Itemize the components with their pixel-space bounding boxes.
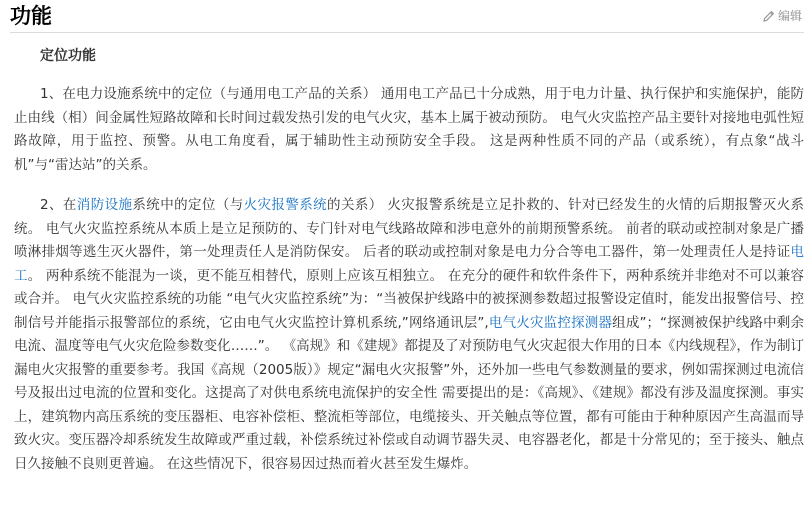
paragraph-2 [14,194,804,476]
edit-label: 编辑 [777,9,802,23]
paragraph-1: 1、在电力设施系统中的定位（与通用电工产品的关系） 通用电工产品已十分成熟，用于电力计量、执行保护和实施保护，能防止由线（相）间金属性短路故障和长时间过载发热引发的电气火灾，基本上属于被动预防。 电气火灾监控产品主要针对接地电弧性短路故障，用于监控、预警。从电工角度看，属于辅助性主动预防安全手段。 这是两种性质不同的产品（或系统），有点象“战斗机”与“雷达站”的关系。 [14,86,804,173]
link-fire-facilities[interactable]: 消防设施 [76,197,133,213]
link-fire-alarm-system[interactable]: 火灾报警系统 [243,197,328,213]
paragraph-2-text: 的关系） 火灾报警系统是立足扑救的、针对已经发生的火情的后期报警灭火系统。 电气火灾监控系统从本质上是立足预防的、专门针对电气线路故障和涉电意外的前期预警系统。 前者的联动或控制对象是广播喷淋排烟等逃生灭火器件，第一处理责任人是消防保安。 后者的联动或控制对象是电力分合等电工器件，第一处理责任人是持证 [14,197,805,260]
paragraph-2-text: 系统中的定位（与 [132,197,244,213]
paragraph-2-text: 组成”；“探测被保护线路中剩余电流、温度等电气火灾危险参数变化……”。 《高规》和《建规》都提及了对预防电气火灾起很大作用的日本《内线规程》，作为制订漏电火灾报警的重要参考。我国《高规（2005版）》规定“漏电火灾报警”外，还外加一些电气参数测量的要求，例如需探测过电流信号及报出过电流的位置和变化。这提高了对供电系统电流保护的安全性 需要提出的是：《高规》、《建规》都没有涉及温度探测。事实上，建筑物内高压系统的变压器柜、电容补偿柜、整流柜等部位，电缆接头、开关触点等位置，都有可能由于种种原因产生高温而导致火灾。变压器冷却系统发生故障或严重过载，补偿系统过补偿或自动调节器失灵、电容器老化，都是十分常见的；至于接头、触点日久接触不良则更普遍。 在这些情况下，很容易因过热而着火甚至发生爆炸。 [14,314,804,472]
pencil-icon [763,10,775,22]
edit-button[interactable] [763,8,802,24]
link-fire-detector[interactable]: 电气火灾监控探测器 [488,314,613,331]
paragraph-2-text: 2、在 [40,197,77,213]
link-electrician[interactable]: 电工 [14,244,804,284]
section-title: 功能 [10,4,52,28]
subsection-title: 定位功能 [40,48,96,64]
section-heading [10,0,804,33]
paragraph-2-text: 。 两种系统不能混为一谈，更不能互相替代，原则上应该互相独立。 在充分的硬件和软件条件下，两种系统并非绝对不可以兼容或合并。 电气火灾监控系统的功能 “电气火灾监控系统”为：“当被保护线路中的被探测参数超过报警设定值时，能发出报警信号、控制信号并能指示报警部位的系统，它由电气火灾监控计算机系统,”网络通讯层”, [14,267,805,331]
